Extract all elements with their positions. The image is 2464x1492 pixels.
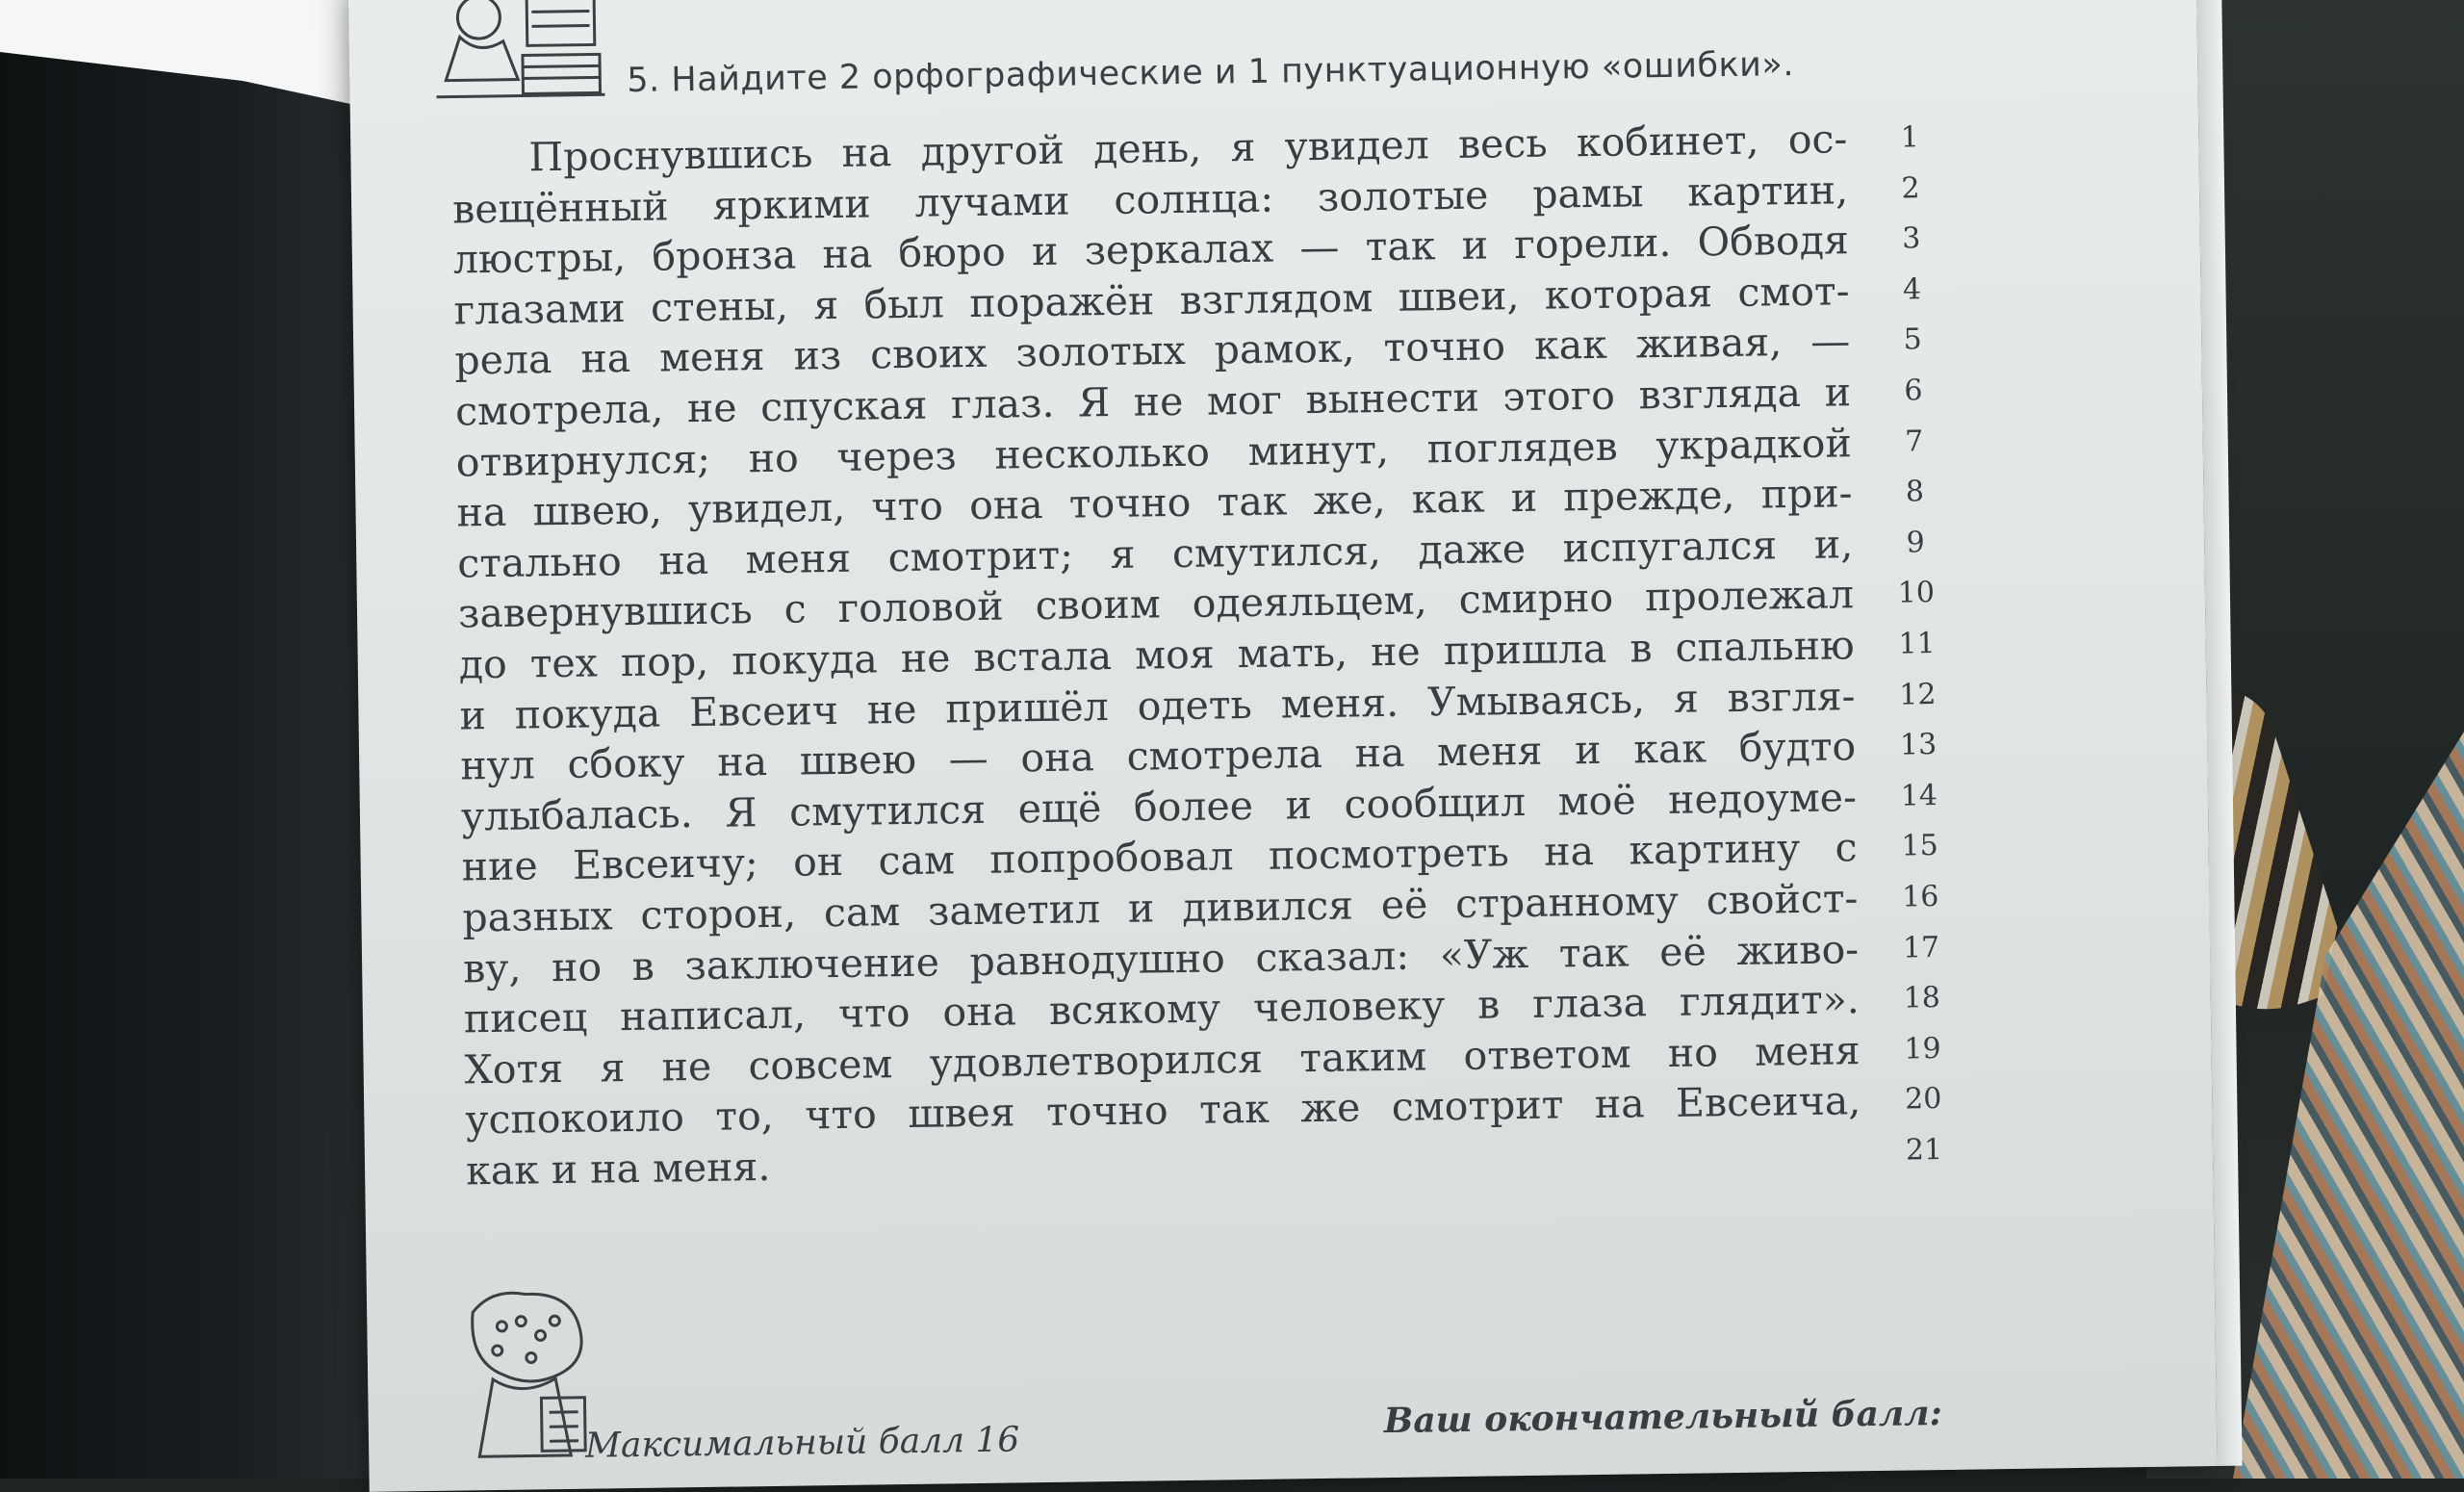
line-number: 21 <box>1895 1125 1954 1176</box>
line-number: 20 <box>1894 1074 1953 1125</box>
line-number: 16 <box>1891 872 1950 923</box>
line-number: 17 <box>1892 922 1951 973</box>
text-line: стально на меня смотрит; я смутился, даже испугался и, <box>457 519 1854 589</box>
line-numbers <box>1881 113 1953 1176</box>
text-line: завернувшись с головой своим одеяльцем, смирно пролежал <box>458 570 1855 640</box>
text-line: и покуда Евсеич не пришёл одеть меня. Умываясь, я взгля- <box>459 671 1856 741</box>
schoolchild-at-desk-icon <box>430 0 610 105</box>
text-line: успокоило то, что швея точно так же смотрит на Евсеича, <box>465 1075 1861 1145</box>
text-line: на швею, увидел, что она точно так же, как и прежде, при- <box>456 468 1853 538</box>
line-number: 15 <box>1890 821 1949 872</box>
text-line: вещённый яркими лучами солнца: золотые рамы картин, <box>452 165 1849 235</box>
line-number: 2 <box>1882 164 1940 215</box>
text-line: как и на меня. <box>466 1126 1862 1196</box>
line-number: 11 <box>1887 619 1946 670</box>
text-line: рела на меня из своих золотых рамок, точно как живая, — <box>454 317 1851 387</box>
line-number: 1 <box>1881 113 1939 164</box>
line-number: 4 <box>1883 265 1941 316</box>
dark-background-left <box>0 0 404 1479</box>
line-number: 7 <box>1885 416 1943 467</box>
line-number: 18 <box>1892 973 1951 1024</box>
text-line: отвирнулся; но через несколько минут, поглядев украдкой <box>455 418 1852 488</box>
text-line: нул сбоку на швею — она смотрела на меня и как будто <box>460 721 1857 791</box>
text-line: смотрела, не спуская глаз. Я не мог вынести этого взгляда и <box>455 367 1852 437</box>
workbook-page <box>348 0 2218 1492</box>
text-line: писец написал, что она всякому человеку в глаза глядит». <box>464 974 1861 1044</box>
line-number: 9 <box>1886 518 1945 569</box>
line-number: 10 <box>1887 568 1946 619</box>
text-line: Проснувшись на другой день, я увидел весь кобинет, ос- <box>451 114 1848 184</box>
text-line: улыбалась. Я смутился ещё более и сообщил моё недоуме- <box>461 772 1858 842</box>
line-number: 6 <box>1885 366 1943 417</box>
line-number: 13 <box>1889 720 1948 771</box>
final-score-label: Ваш окончательный балл: <box>1384 1393 1943 1441</box>
text-line: ву, но в заключение равнодушно сказал: «Уж так её живо- <box>463 924 1860 994</box>
task-title: 5. Найдите 2 орфографические и 1 пунктуационную «ошибки». <box>627 45 1794 100</box>
line-number: 5 <box>1884 315 1942 366</box>
text-line: люстры, бронза на бюро и зеркалах — так и горели. Обводя <box>453 215 1850 285</box>
text-line: ние Евсеичу; он сам попробовал посмотреть на картину с <box>461 823 1858 893</box>
text-line: глазами стены, я был поражён взглядом швеи, которая смот- <box>453 266 1850 336</box>
text-passage <box>451 114 1861 1196</box>
text-line: разных сторон, сам заметил и дивился её странному свойст- <box>462 873 1859 943</box>
text-line: до тех пор, покуда не встала моя мать, не пришла в спальню <box>458 620 1855 690</box>
line-number: 19 <box>1893 1024 1952 1075</box>
line-number: 8 <box>1886 467 1944 518</box>
line-number: 3 <box>1882 214 1940 265</box>
text-line: Хотя я не совсем удовлетворился таким ответом но меня <box>464 1025 1861 1095</box>
line-number: 12 <box>1888 669 1947 720</box>
max-score-label: Максимальный балл 16 <box>585 1420 1020 1465</box>
line-number: 14 <box>1889 771 1948 822</box>
